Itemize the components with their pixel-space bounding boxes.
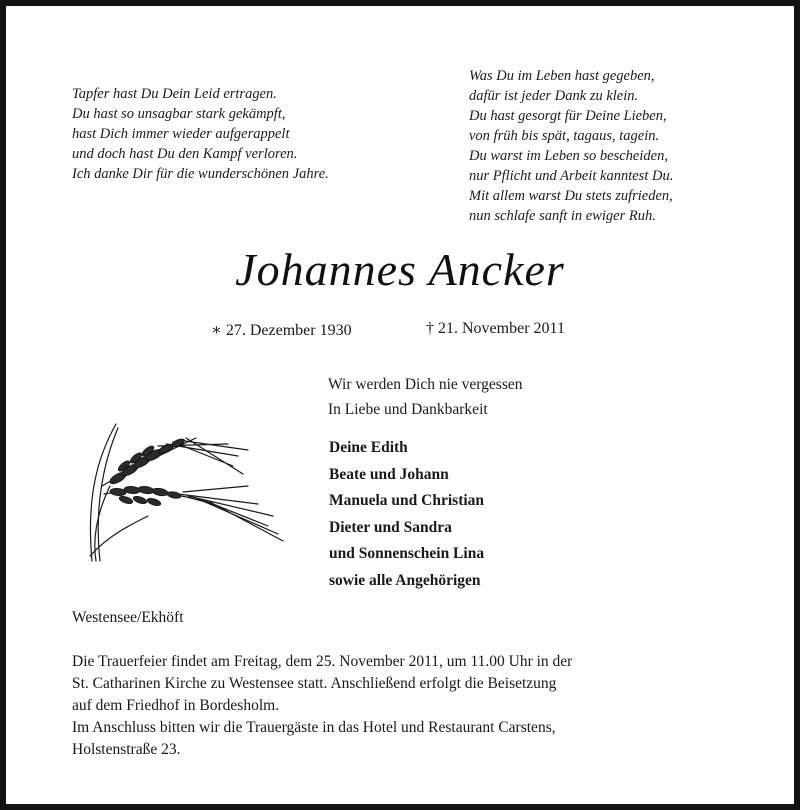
family-member: und Sonnenschein Lina (329, 545, 485, 562)
family-member: Deine Edith (329, 439, 408, 456)
funeral-line: Holstenstraße 23. (72, 741, 181, 758)
funeral-line: Im Anschluss bitten wir die Trauergäste in das Hotel und Restaurant Carstens, (72, 719, 556, 736)
funeral-line: Die Trauerfeier findet am Freitag, dem 25. November 2011, um 11.00 Uhr in der (72, 653, 573, 670)
poem-line: nun schlafe sanft in ewiger Ruh. (469, 208, 656, 224)
mourning-line: In Liebe und Dankbarkeit (328, 401, 488, 418)
poem-line: Mit allem warst Du stets zufrieden, (469, 188, 673, 204)
poem-line: Was Du im Leben hast gegeben, (469, 68, 655, 84)
wheat-ears-icon (78, 416, 288, 566)
mourning-line: Wir werden Dich nie vergessen (328, 376, 523, 393)
birth-date: ∗ 27. Dezember 1930 (211, 322, 352, 339)
family-member: Dieter und Sandra (329, 518, 452, 536)
family-member: Manuela und Christian (329, 492, 485, 509)
poem-line: dafür ist jeder Dank zu klein. (469, 88, 639, 104)
mourning-text (328, 372, 523, 422)
poem-line: von früh bis spät, tagaus, tagein. (469, 128, 660, 144)
poem-line: Du hast so unsagbar stark gekämpft, (72, 106, 286, 122)
poem-line: und doch hast Du den Kampf verloren. (72, 146, 298, 162)
place-name: Westensee/Ekhöft (72, 609, 184, 626)
family-member: sowie alle Angehörigen (329, 571, 481, 589)
funeral-info (72, 651, 752, 761)
poem-left (72, 84, 329, 184)
family-list (329, 435, 484, 594)
poem-line: Du hast gesorgt für Deine Lieben, (469, 108, 667, 124)
death-date: † 21. November 2011 (426, 320, 565, 337)
poem-line: Ich danke Dir für die wunderschönen Jahre. (72, 166, 329, 182)
poem-right (469, 66, 673, 226)
funeral-line: auf dem Friedhof in Bordesholm. (72, 697, 280, 714)
family-member: Beate und Johann (329, 465, 449, 483)
poem-line: Du warst im Leben so bescheiden, (469, 148, 668, 164)
deceased-name: Johannes Ancker (235, 244, 565, 295)
poem-line: Tapfer hast Du Dein Leid ertragen. (72, 86, 277, 102)
poem-line: nur Pflicht und Arbeit kanntest Du. (469, 168, 674, 184)
poem-line: hast Dich immer wieder aufgerappelt (72, 126, 290, 142)
funeral-line: St. Catharinen Kirche zu Westensee statt. Anschließend erfolgt die Beisetzung (72, 675, 557, 692)
